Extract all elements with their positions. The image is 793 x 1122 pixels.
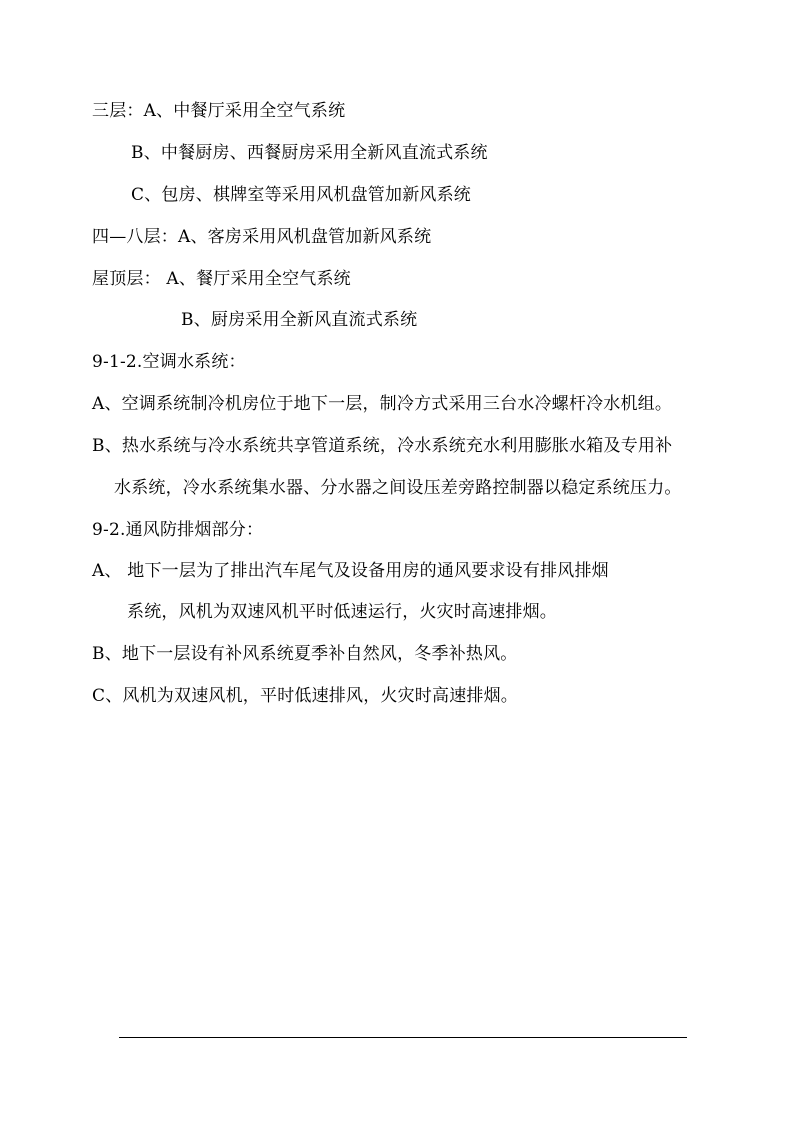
floor4-8-line: 四—八层：A、客房采用风机盘管加新风系统 (92, 227, 432, 247)
section-heading-ventilation: 9-2.通风防排烟部分： (92, 520, 264, 540)
vent-item-a-cont: 系统，风机为双速风机平时低速运行，火灾时高速排烟。 (127, 602, 557, 622)
water-item-a: A、空调系统制冷机房位于地下一层，制冷方式采用三台水冷螺杆冷水机组。 (92, 394, 673, 414)
floor3-item-b: B、中餐厨房、西餐厨房采用全新风直流式系统 (131, 143, 488, 163)
water-item-b-cont: 水系统，冷水系统集水器、分水器之间设压差旁路控制器以稳定系统压力。 (114, 478, 682, 498)
floor3-item-c: C、包房、棋牌室等采用风机盘管加新风系统 (131, 185, 472, 205)
vent-item-c: C、风机为双速风机，平时低速排风，火灾时高速排烟。 (92, 686, 519, 706)
roof-line: 屋顶层： A、餐厅采用全空气系统 (92, 269, 351, 289)
vent-item-b: B、地下一层设有补风系统夏季补自然风，冬季补热风。 (92, 644, 518, 664)
floor3-line: 三层：A、中餐厅采用全空气系统 (92, 101, 346, 121)
section-heading-water: 9-1-2.空调水系统： (92, 352, 246, 372)
vent-item-a: A、 地下一层为了排出汽车尾气及设备用房的通风要求设有排风排烟 (92, 561, 609, 581)
footer-divider (119, 1037, 687, 1038)
water-item-b: B、热水系统与冷水系统共享管道系统，冷水系统充水利用膨胀水箱及专用补 (92, 436, 673, 456)
roof-item-b: B、厨房采用全新风直流式系统 (181, 310, 418, 330)
